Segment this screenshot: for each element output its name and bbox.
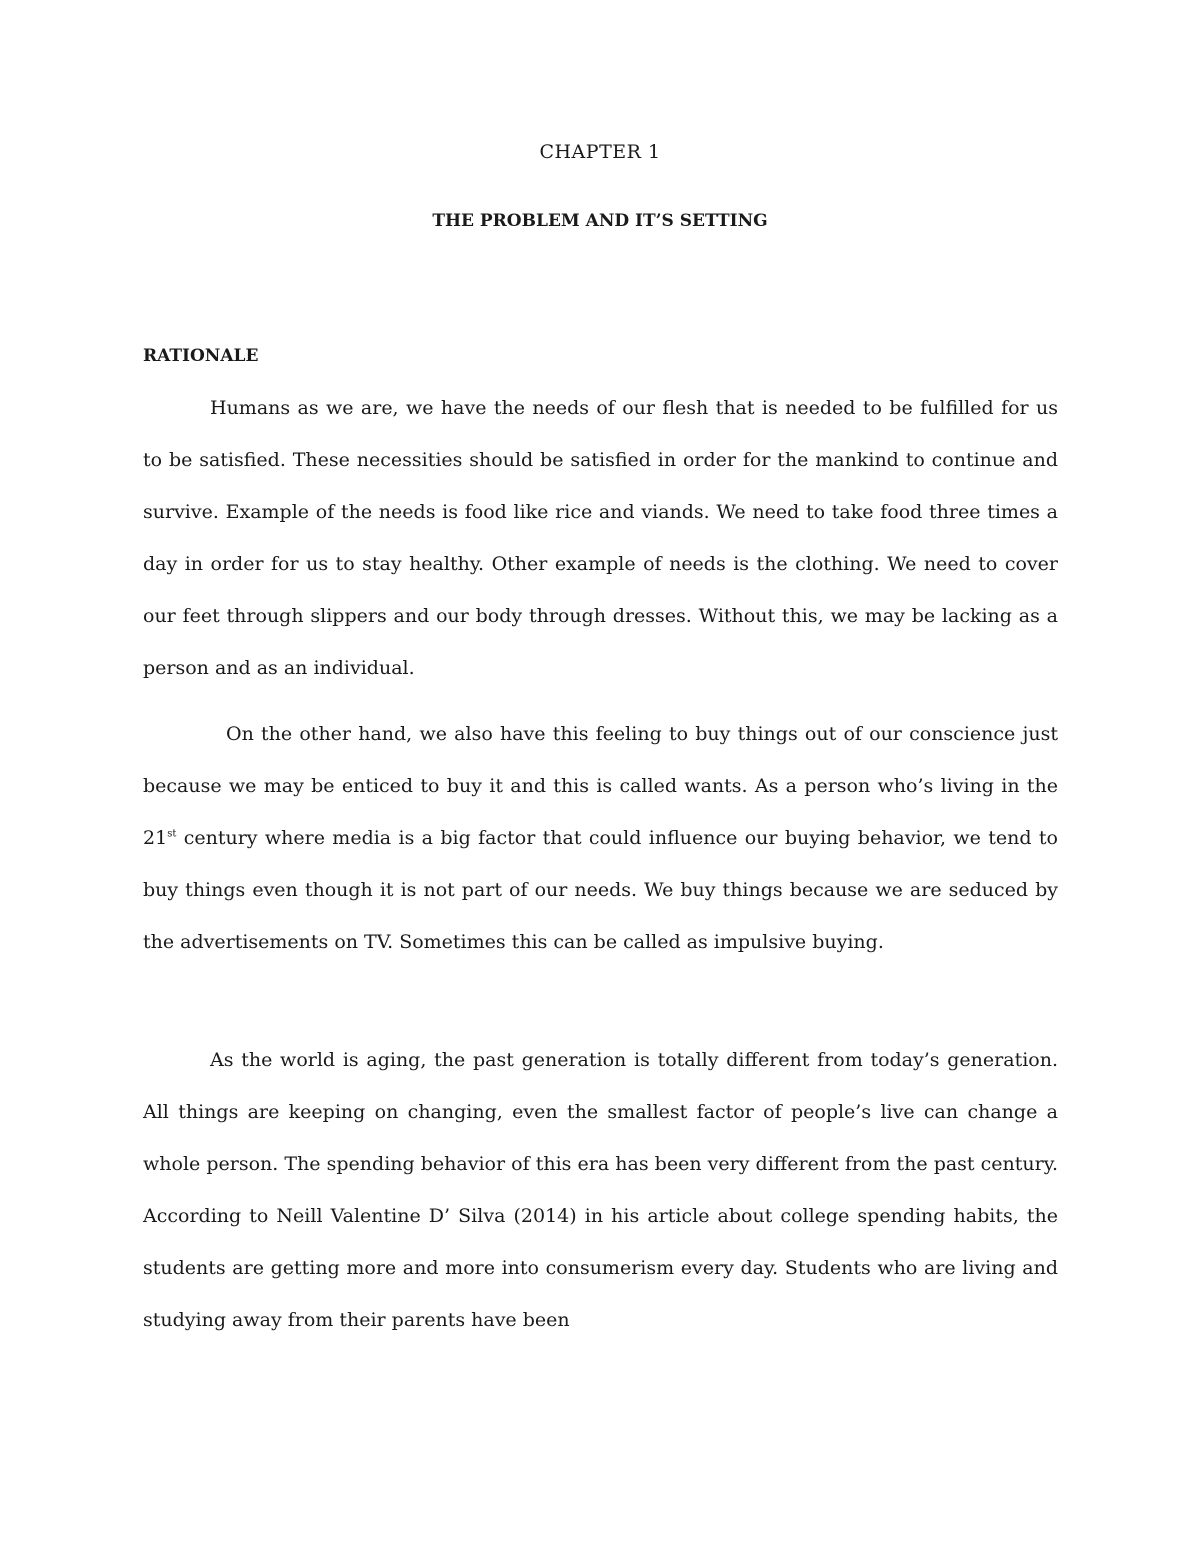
chapter-label: CHAPTER 1	[539, 141, 661, 163]
chapter-title: THE PROBLEM AND IT’S SETTING	[432, 211, 768, 231]
section-heading: RATIONALE	[143, 346, 259, 366]
paragraph-2-text-end: century where media is a big factor that could influence our buying behavior, we tend to buy things even though it is not part of our needs. We buy things because we are seduced by the advertisements on TV. Sometimes this can be called as impulsive buying.	[143, 827, 1058, 953]
paragraph-3: As the world is aging, the past generation is totally different from today’s generation. All things are keeping on changing, even the smallest factor of people’s live can change a whole person. The spending behavior of this era has been very different from the past century. According to Neill Valentine D’ Silva (2014) in his article about college spending habits, the students are getting more and more into consumerism every day. Students who are living and studying away from their parents have been	[143, 1049, 1058, 1331]
paragraph-2-text-start: On the other hand, we also have this feeling to buy things out of our conscience just because we may be enticed to buy it and this is called wants. As a person who’s living in the 21	[143, 723, 1058, 849]
ordinal-superscript: st	[167, 828, 177, 840]
paragraph-2	[143, 708, 1058, 968]
paragraph-1: Humans as we are, we have the needs of our flesh that is needed to be fulfilled for us to be satisfied. These necessities should be satisfied in order for the mankind to continue and survive. Example of the needs is food like rice and viands. We need to take food three times a day in order for us to stay healthy. Other example of needs is the clothing. We need to cover our feet through slippers and our body through dresses. Without this, we may be lacking as a person and as an individual.	[143, 397, 1058, 679]
